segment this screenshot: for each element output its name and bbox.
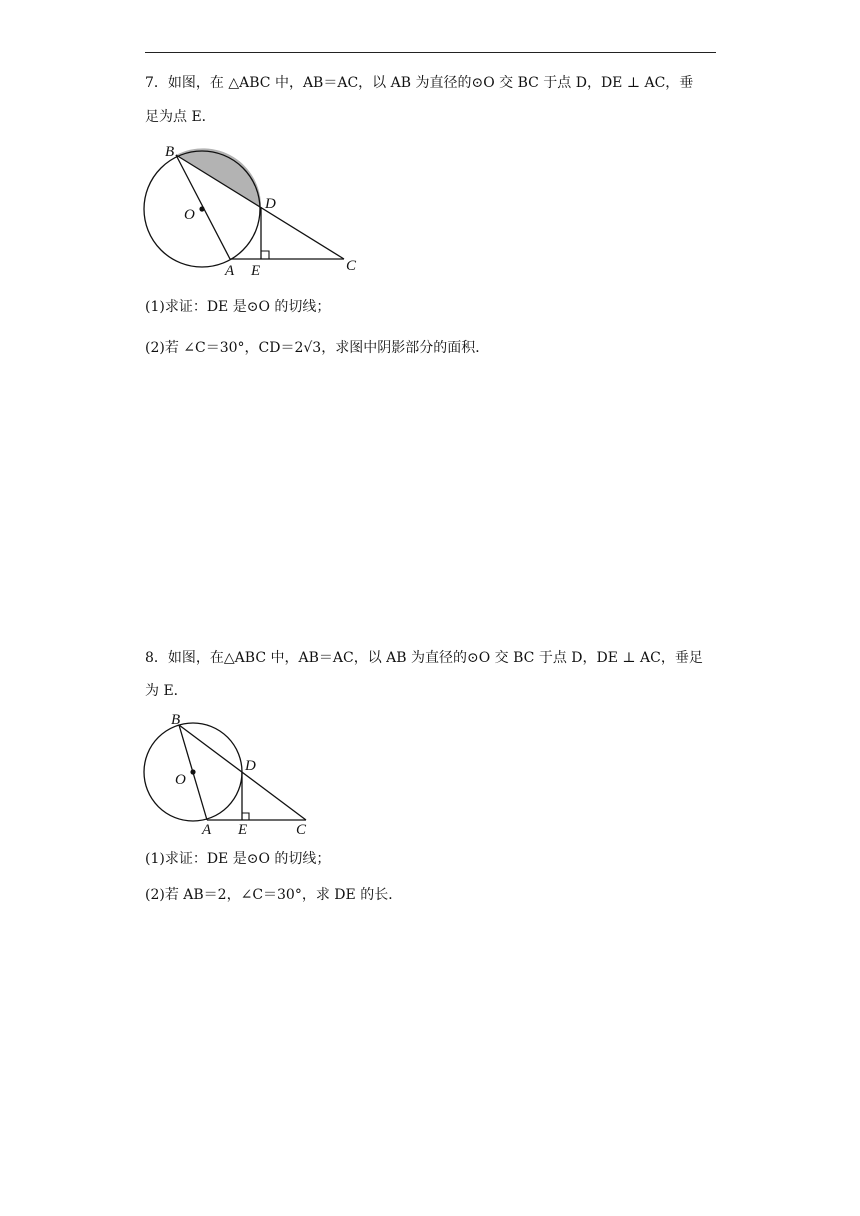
p8-figure (138, 708, 318, 840)
p8-label-A: A (202, 822, 212, 838)
p8-question-1: (1)求证：DE 是⊙O 的切线； (145, 851, 331, 867)
p7-center-dot (199, 206, 204, 211)
p7-label-A: A (225, 263, 235, 279)
p7-shaded-region (176, 148, 261, 207)
p8-statement-line2: 为 E． (145, 683, 188, 699)
p7-statement-line1: 7．如图，在 △ABC 中，AB＝AC，以 AB 为直径的⊙O 交 BC 于点 D，DE ⊥ AC，垂 (145, 75, 694, 91)
p8-question-2: (2)若 AB＝2，∠C＝30°，求 DE 的长． (145, 887, 403, 903)
p7-figure (138, 138, 368, 280)
p8-center-dot (190, 769, 195, 774)
p7-label-O: O (184, 207, 195, 223)
p7-label-D: D (265, 196, 276, 212)
p7-question-1: (1)求证：DE 是⊙O 的切线； (145, 299, 331, 315)
header-rule (145, 52, 716, 53)
p8-label-B: B (171, 712, 181, 728)
p7-question-2: (2)若 ∠C＝30°，CD＝2√3，求图中阴影部分的面积． (145, 340, 490, 356)
p8-right-angle-mark (242, 813, 249, 820)
p7-statement-line2: 足为点 E． (145, 109, 216, 125)
p7-label-B: B (165, 144, 175, 160)
p7-label-C: C (346, 258, 357, 274)
p8-statement-line1: 8．如图，在△ABC 中，AB＝AC，以 AB 为直径的⊙O 交 BC 于点 D，DE ⊥ AC，垂足 (145, 650, 703, 666)
p7-right-angle-mark (261, 251, 269, 259)
p8-label-O: O (175, 772, 186, 788)
p8-label-D: D (245, 758, 256, 774)
p8-label-C: C (296, 822, 307, 838)
p7-label-E: E (251, 263, 261, 279)
p8-label-E: E (238, 822, 248, 838)
